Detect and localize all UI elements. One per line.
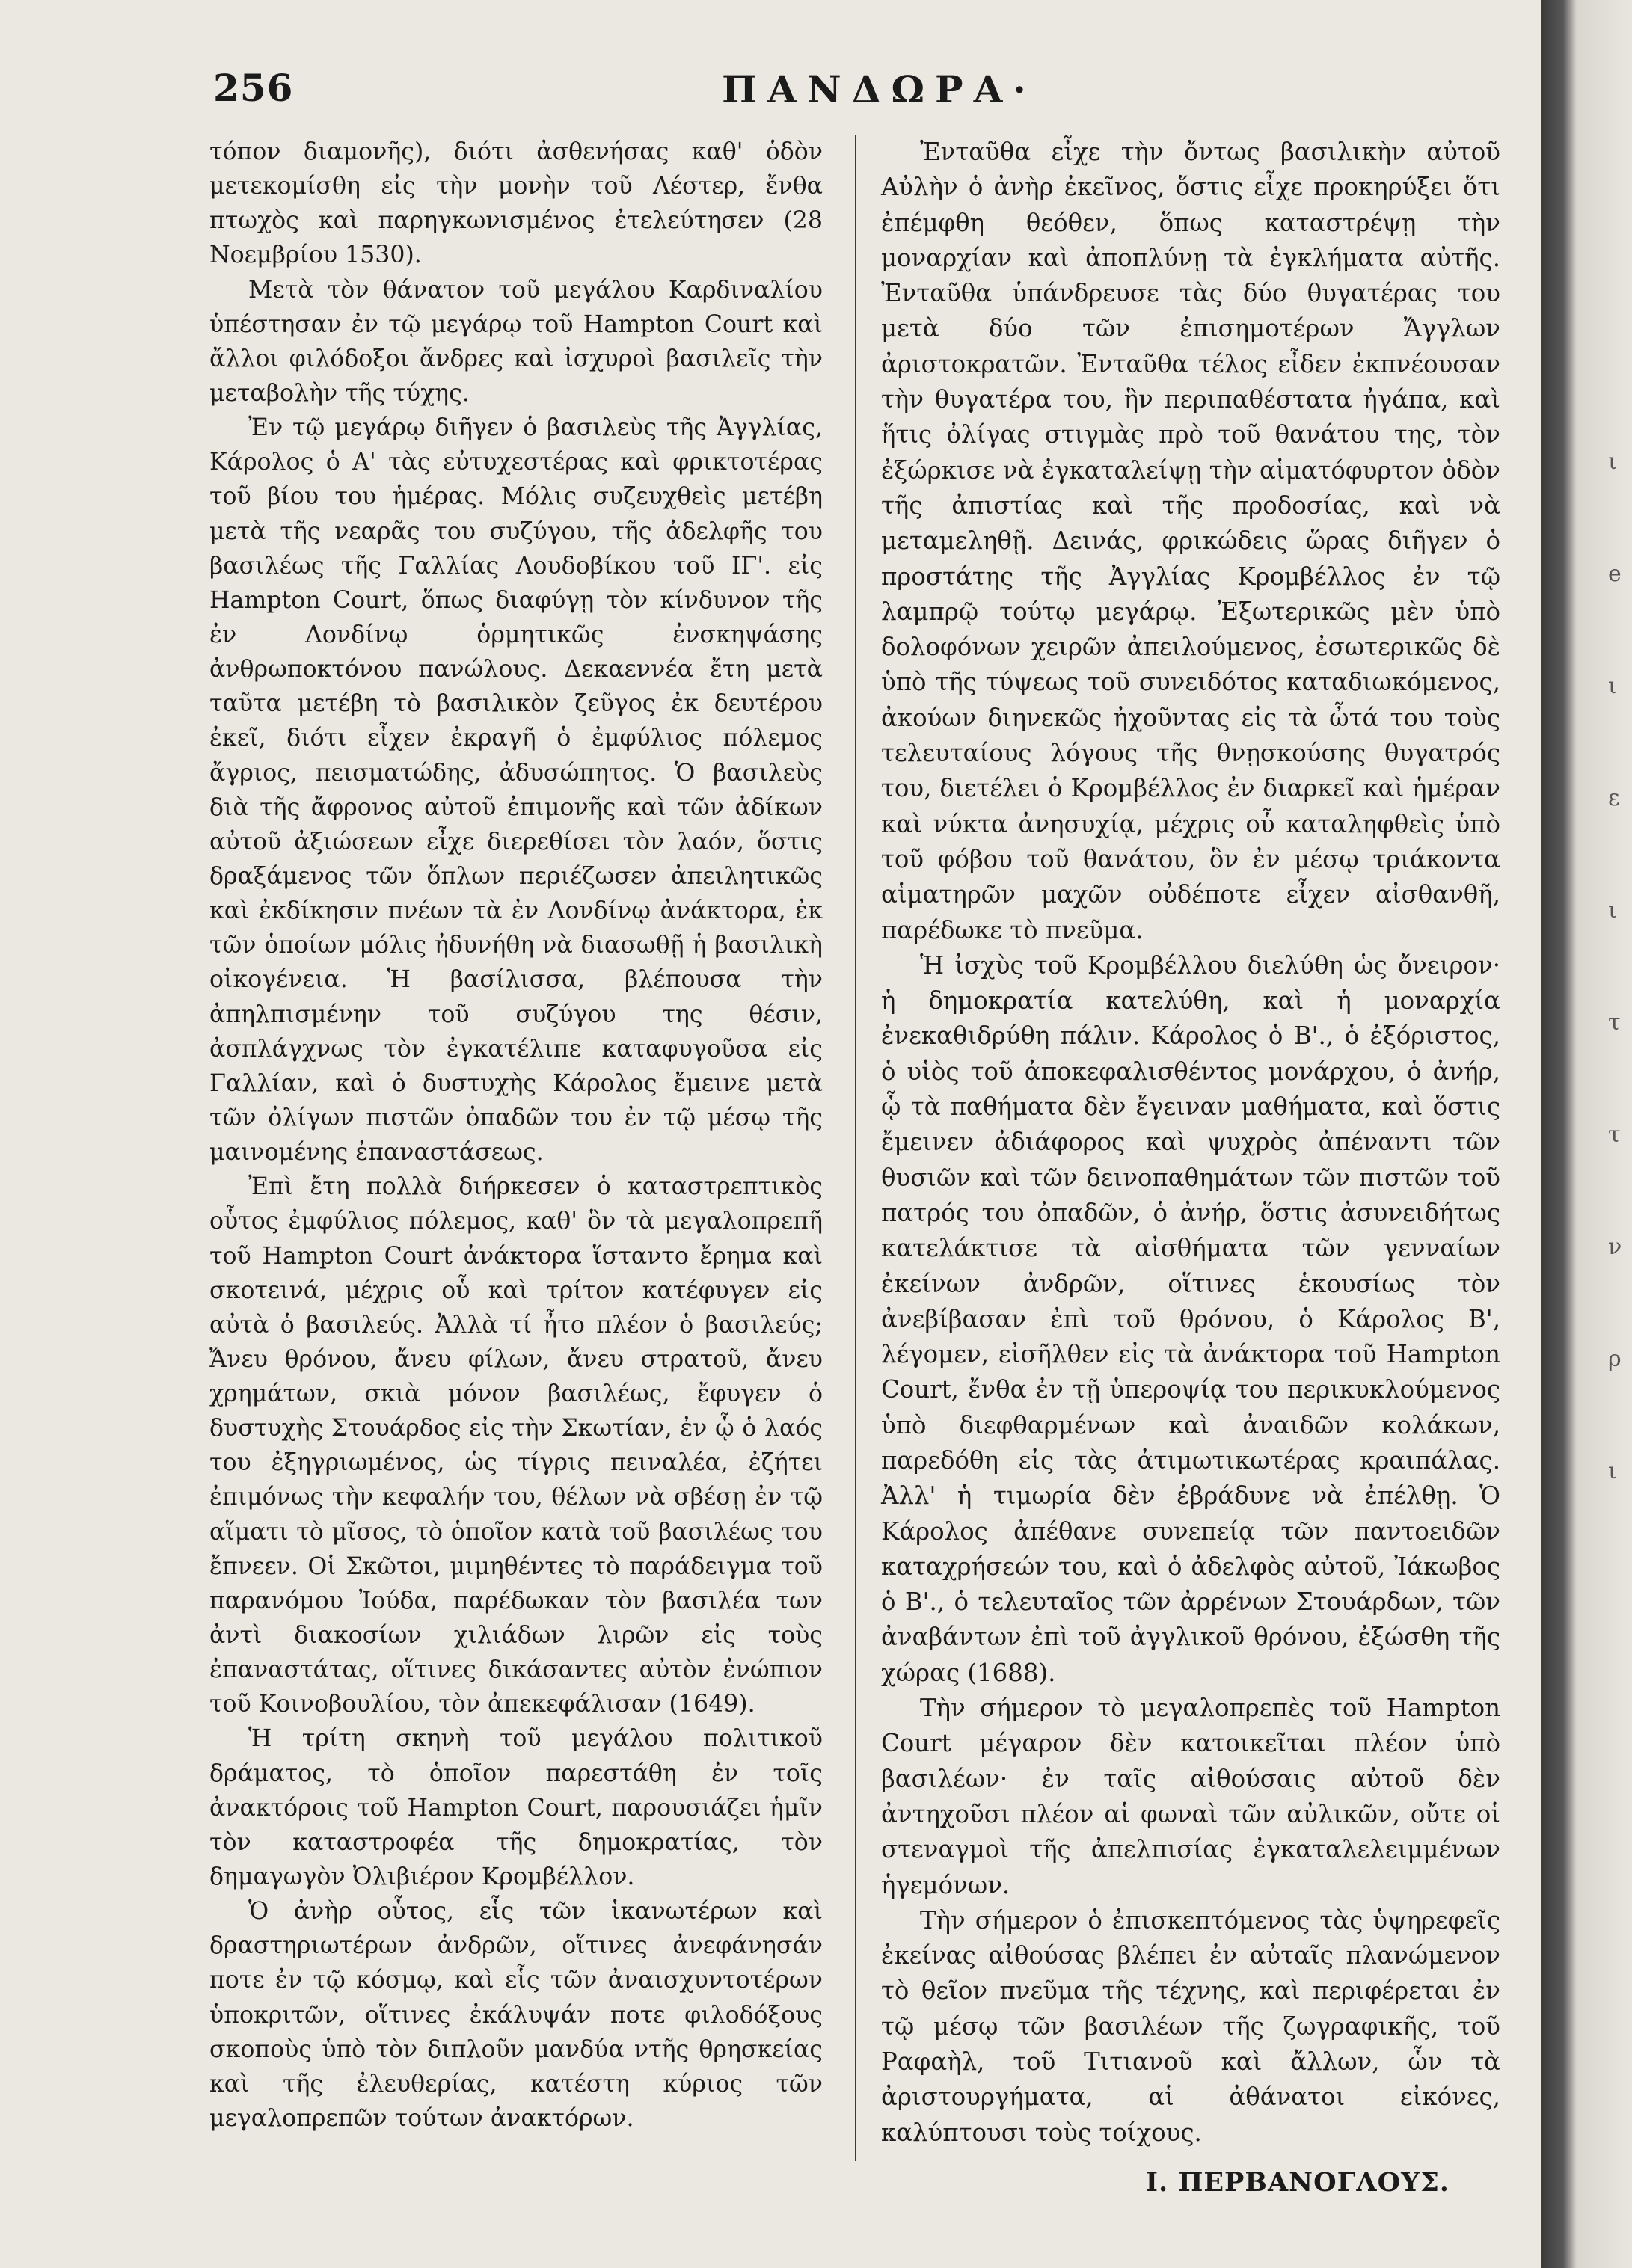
- page-number: 256: [213, 66, 294, 110]
- facing-page-letter: ε: [1608, 785, 1620, 811]
- paragraph: Τὴν σήμερον ὁ ἐπισκεπτόμενος τὰς ὑψηρεφεῖς ἐκείνας αἰθούσας βλέπει ἐν αὐταῖς πλανώμενον τὸ θεῖον πνεῦμα τῆς τέχνης, καὶ περιφέρεται ἐν τῷ μέσῳ τῶν βασιλέων τῆς ζωγραφικῆς, τοῦ Ραφαὴλ, τοῦ Τιτιανοῦ καὶ ἄλλων, ὧν τὰ ἀριστουργήματα, αἱ ἀθάνατοι εἰκόνες, καλύπτουσι τοὺς τοίχους.: [881, 1905, 1500, 2147]
- paragraph: Ἐνταῦθα εἶχε τὴν ὄντως βασιλικὴν αὐτοῦ Αὐλὴν ὁ ἀνὴρ ἐκεῖνος, ὅστις εἶχε προκηρύξει ὅτι ἐπέμφθη θεόθεν, ὅπως καταστρέψῃ τὴν μοναρχίαν καὶ ἀποπλύνῃ τὰ ἐγκλήματα αὐτῆς. Ἐνταῦθα ὑπάνδρευσε τὰς δύο θυγατέρας του μετὰ δύο τῶν ἐπισημοτέρων Ἄγγλων ἀριστοκρατῶν. Ἐνταῦθα τέλος εἶδεν ἐκπνέουσαν τὴν θυγατέρα του, ἣν περιπαθέστατα ἠγάπα, καὶ ἥτις ὀλίγας στιγμὰς πρὸ τοῦ θανάτου της, τὸν ἐξώρκισε νὰ ἐγκαταλείψῃ τὴν αἱματόφυρτον ὁδὸν τῆς ἀπιστίας καὶ τῆς προδοσίας, καὶ νὰ μεταμεληθῇ. Δεινάς, φρικώδεις ὥρας διῆγεν ὁ προστάτης τῆς Ἀγγλίας Κρομβέλλος ἐν τῷ λαμπρῷ τούτῳ μεγάρῳ. Ἐξωτερικῶς μὲν ὑπὸ δολοφόνων χειρῶν ἀπειλούμενος, ἐσωτερικῶς δὲ ὑπὸ τῆς τύψεως τοῦ συνειδότος καταδιωκόμενος, ἀκούων διηνεκῶς ἠχοῦντας εἰς τὰ ὦτά του τοὺς τελευταίους λόγους τῆς θνῃσκούσης θυγατρός του, διετέλει ὁ Κρομβέλλος ἐν διαρκεῖ καὶ ἡμέραν καὶ νύκτα ἀνησυχίᾳ, μέχρις οὗ καταληφθεὶς ὑπὸ τοῦ φόβου τοῦ θανάτου, ὃν ἐν μέσῳ τριάκοντα αἱματηρῶν μαχῶν οὐδέποτε εἶχεν αἰσθανθῆ, παρέδωκε τὸ πνεῦμα.: [881, 138, 1500, 944]
- author-signature: Ι. ΠΕΡΒΑΝΟΓΛΟΥΣ.: [1145, 2167, 1450, 2198]
- paragraph: Μετὰ τὸν θάνατον τοῦ μεγάλου Καρδιναλίου ὑπέστησαν ἐν τῷ μεγάρῳ τοῦ Hampton Court καὶ ἄλλοι φιλόδοξοι ἄνδρες καὶ ἰσχυροὶ βασιλεῖς τὴν μεταβολὴν τῆς τύχης.: [209, 276, 823, 407]
- paragraph: τόπον διαμονῆς), διότι ἀσθενήσας καθ' ὁδὸν μετεκομίσθη εἰς τὴν μονὴν τοῦ Λέστερ, ἔνθα πτωχὸς καὶ παρηγκωνισμένος ἐτελεύτησεν (28 Νοεμβρίου 1530).: [209, 138, 823, 269]
- paragraph: Ἡ ἰσχὺς τοῦ Κρομβέλλου διελύθη ὡς ὄνειρον· ἡ δημοκρατία κατελύθη, καὶ ἡ μοναρχία ἐνεκαθιδρύθη πάλιν. Κάρολος ὁ Β'., ὁ ἐξόριστος, ὁ υἱὸς τοῦ ἀποκεφαλισθέντος μονάρχου, ὁ ἀνήρ, ᾧ τὰ παθήματα δὲν ἔγειναν μαθήματα, καὶ ὅστις ἔμεινεν ἀδιάφορος καὶ ψυχρὸς ἀπέναντι τῶν θυσιῶν καὶ τῶν δεινοπαθημάτων τῶν πιστῶν τοῦ πατρός του ὀπαδῶν, ὁ ἀνήρ, ὅστις ἀσυνειδήτως κατελάκτισε τὰ αἰσθήματα τῶν γενναίων ἐκείνων ἀνδρῶν, οἵτινες ἑκουσίως τὸν ἀνεβίβασαν ἐπὶ τοῦ θρόνου, ὁ Κάρολος Β', λέγομεν, εἰσῆλθεν εἰς τὰ ἀνάκτορα τοῦ Hampton Court, ἔνθα ἐν τῇ ὑπεροψίᾳ του περικυκλούμενος ὑπὸ διεφθαρμένων καὶ ἀναιδῶν κολάκων, παρεδόθη εἰς τὰς ἀτιμωτικωτέρας κραιπάλας. Ἀλλ' ἡ τιμωρία δὲν ἐβράδυνε νὰ ἐπέλθῃ. Ὁ Κάρολος ἀπέθανε συνεπείᾳ τῶν παντοειδῶν καταχρήσεών του, καὶ ὁ ἀδελφὸς αὐτοῦ, Ἰάκωβος ὁ Β'., ὁ τελευταῖος τῶν ἀρρένων Στουάρδων, τῶν ἀναβάντων ἐπὶ τοῦ ἀγγλικοῦ θρόνου, ἐξώσθη τῆς χώρας (1688).: [881, 950, 1500, 1687]
- facing-page-letter: ι: [1608, 1458, 1617, 1484]
- facing-page-letter: ρ: [1608, 1346, 1622, 1372]
- paragraph: Ἐπὶ ἔτη πολλὰ διήρκεσεν ὁ καταστρεπτικὸς οὗτος ἐμφύλιος πόλεμος, καθ' ὃν τὰ μεγαλοπρεπῆ τοῦ Hampton Court ἀνάκτορα ἵσταντο ἔρημα καὶ σκοτεινά, μέχρις οὗ καὶ τρίτον κατέφυγεν εἰς αὐτὰ ὁ βασιλεύς. Ἀλλὰ τί ἦτο πλέον ὁ βασιλεύς; Ἄνευ θρόνου, ἄνευ φίλων, ἄνευ στρατοῦ, ἄνευ χρημάτων, σκιὰ μόνον βασιλέως, ἔφυγεν ὁ δυστυχὴς Στουάρδος εἰς τὴν Σκωτίαν, ἐν ᾧ ὁ λαός του ἐξηγριωμένος, ὡς τίγρις πειναλέα, ἐζήτει ἐπιμόνως τὴν κεφαλήν του, θέλων νὰ σβέσῃ ἐν τῷ αἵματι τὸ μῖσος, τὸ ὁποῖον κατὰ τοῦ βασιλέως του ἔπνεεν. Οἱ Σκῶτοι, μιμηθέντες τὸ παράδειγμα τοῦ παρανόμου Ἰούδα, παρέδωκαν τὸν βασιλέα των ἀντὶ διακοσίων χιλιάδων λιρῶν εἰς τοὺς ἐπαναστάτας, οἵτινες δικάσαντες αὐτὸν ἐνώπιον τοῦ Κοινοβουλίου, τὸν ἀπεκεφάλισαν (1649).: [209, 1173, 823, 1718]
- column-divider: [855, 135, 856, 2161]
- paragraph: Ἐν τῷ μεγάρῳ διῆγεν ὁ βασιλεὺς τῆς Ἀγγλίας, Κάρολος ὁ Α' τὰς εὐτυχεστέρας καὶ φρικτοτέρας τοῦ βίου του ἡμέρας. Μόλις συζευχθεὶς μετέβη μετὰ τῆς νεαρᾶς του συζύγου, τῆς ἀδελφῆς του βασιλέως τῆς Γαλλίας Λουδοβίκου τοῦ ΙΓ'. εἰς Hampton Court, ὅπως διαφύγῃ τὸν κίνδυνον τῆς ἐν Λονδίνῳ ὁρμητικῶς ἐνσκηψάσης ἀνθρωποκτόνου πανώλους. Δεκαεννέα ἔτη μετὰ ταῦτα μετέβη τὸ βασιλικὸν ζεῦγος ἐκ δευτέρου ἐκεῖ, διότι εἶχεν ἐκραγῆ ὁ ἐμφύλιος πόλεμος ἄγριος, πεισματώδης, ἀδυσώπητος. Ὁ βασιλεὺς διὰ τῆς ἄφρονος αὐτοῦ ἐπιμονῆς καὶ τῶν ἀδίκων αὐτοῦ ἀξιώσεων εἶχε διερεθίσει τὸν λαόν, ὅστις δραξάμενος τῶν ὅπλων περιέζωσεν ἀπειλητικῶς καὶ ἐκδίκησιν πνέων τὰ ἐν Λονδίνῳ ἀνάκτορα, ἐκ τῶν ὁποίων μόλις ἠδυνήθη νὰ διασωθῇ ἡ βασιλικὴ οἰκογένεια. Ἡ βασίλισσα, βλέπουσα τὴν ἀπηλπισμένην τοῦ συζύγου της θέσιν, ἀσπλάγχνως τὸν ἐγκατέλιπε καταφυγοῦσα εἰς Γαλλίαν, καὶ ὁ δυστυχὴς Κάρολος ἔμεινε μετὰ τῶν ὀλίγων πιστῶν ὀπαδῶν του ἐν τῷ μέσῳ τῆς μαινομένης ἐπαναστάσεως.: [209, 414, 823, 1167]
- facing-page-letter: ι: [1608, 673, 1617, 699]
- paragraph: Τὴν σήμερον τὸ μεγαλοπρεπὲς τοῦ Hampton Court μέγαρον δὲν κατοικεῖται πλέον ὑπὸ βασιλέων· ἐν ταῖς αἰθούσαις αὐτοῦ δὲν ἀντηχοῦσι πλέον αἱ φωναὶ τῶν αὐλικῶν, οὔτε οἱ στεναγμοὶ τῆς ἀπελπισίας ἐγκαταλελειμμένων ἡγεμόνων.: [881, 1694, 1500, 1899]
- paragraph: Ὁ ἀνὴρ οὗτος, εἷς τῶν ἱκανωτέρων καὶ δραστηριωτέρων ἀνδρῶν, οἵτινες ἀνεφάνησάν ποτε ἐν τῷ κόσμῳ, καὶ εἷς τῶν ἀναισχυντοτέρων ὑποκριτῶν, οἵτινες ἐκάλυψάν ποτε φιλοδόξους σκοποὺς ὑπὸ τὸν διπλοῦν μανδύα ντῆς θρησκείας καὶ τῆς ἐλευθερίας, κατέστη κύριος τῶν μεγαλοπρεπῶν τούτων ἀνακτόρων.: [209, 1898, 823, 2133]
- facing-page-letter: ι: [1608, 897, 1617, 924]
- page-header: [213, 66, 1440, 126]
- right-column: [881, 135, 1500, 2151]
- facing-page-letter: ν: [1608, 1234, 1622, 1260]
- paragraph: Ἡ τρίτη σκηνὴ τοῦ μεγάλου πολιτικοῦ δράματος, τὸ ὁποῖον παρεστάθη ἐν τοῖς ἀνακτόροις τοῦ Hampton Court, παρουσιάζει ἡμῖν τὸν καταστροφέα τῆς δημοκρατίας, τὸν δημαγωγὸν Ὀλιβιέρον Κρομβέλλον.: [209, 1725, 823, 1891]
- left-column: [209, 135, 823, 2136]
- facing-page-letter: τ: [1608, 1122, 1621, 1148]
- facing-page-letter: ι: [1608, 449, 1617, 475]
- facing-page-letter: τ: [1608, 1009, 1621, 1036]
- running-title: ΠΑΝΔΩΡΑ·: [722, 67, 1037, 111]
- facing-page-letter: e: [1608, 561, 1622, 587]
